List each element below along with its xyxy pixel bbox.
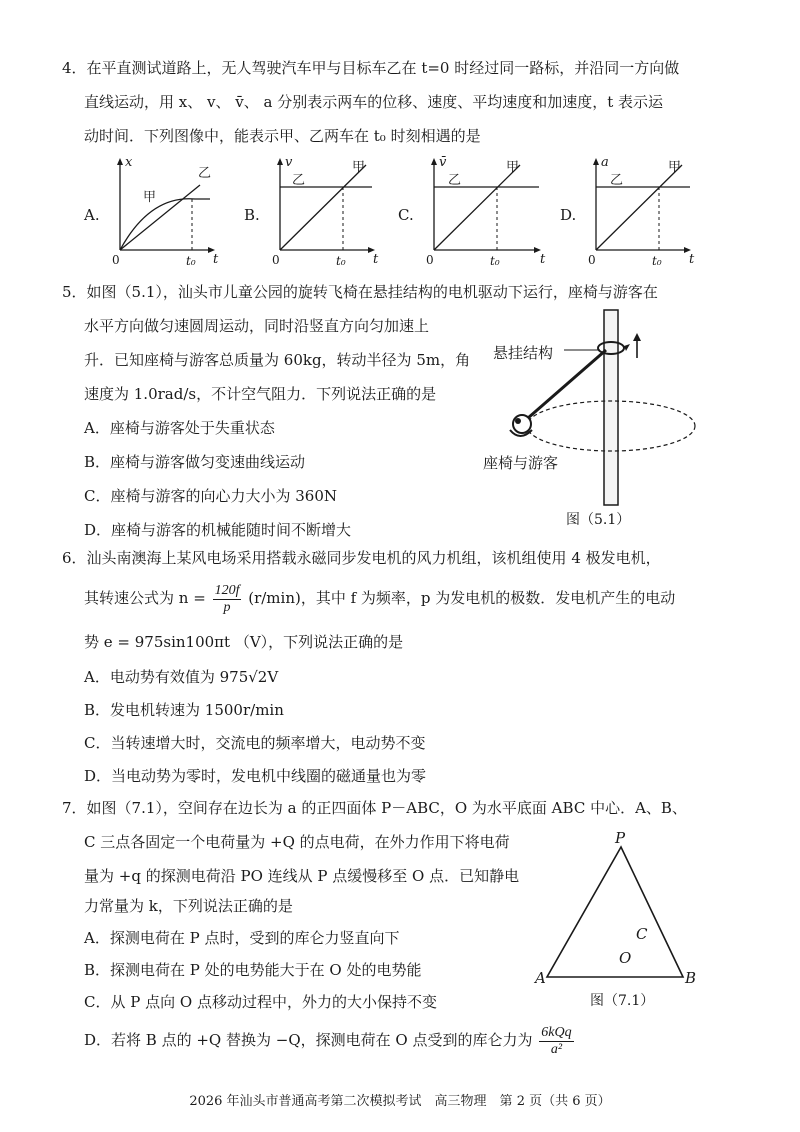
q4-graph-c-t0: t₀ bbox=[490, 254, 500, 268]
q5-line2: 水平方向做匀速圆周运动，同时沿竖直方向匀加速上 bbox=[84, 317, 430, 335]
q7-fig-caption: 图（7.1） bbox=[590, 993, 655, 1009]
q7-line2: C 三点各固定一个电荷量为 +Q 的点电荷，在外力作用下将电荷 bbox=[84, 833, 510, 851]
q4-graph-a-jia: 甲 bbox=[143, 190, 157, 205]
q4-graph-b-origin: 0 bbox=[272, 253, 280, 267]
q7-option-d-fraction bbox=[539, 1025, 573, 1058]
q4-graph-d-ylabel: a bbox=[601, 155, 609, 170]
q4-graph-b bbox=[270, 155, 380, 268]
q4-graph-c-yi: 乙 bbox=[448, 173, 462, 188]
q4-graph-a-xlabel: t bbox=[213, 252, 219, 267]
q7-fig-p: P bbox=[615, 829, 626, 847]
q4-graph-a-origin: 0 bbox=[112, 253, 120, 267]
q4-line1: 4．在平直测试道路上，无人驾驶汽车甲与目标车乙在 t=0 时经过同一路标，并沿同一方向做 bbox=[62, 59, 680, 77]
q5-line1: 5．如图（5.1），汕头市儿童公园的旋转飞椅在悬挂结构的电机驱动下运行，座椅与游客在 bbox=[62, 283, 658, 301]
q6-speed-fraction bbox=[213, 583, 242, 616]
q4-graph-c-jia: 甲 bbox=[506, 160, 520, 175]
q7-line3: 量为 +q 的探测电荷沿 PO 连线从 P 点缓慢移至 O 点．已知静电 bbox=[84, 867, 520, 885]
q4-graph-c-origin: 0 bbox=[426, 253, 434, 267]
q6-line1: 6．汕头南澳海上某风电场采用搭载永磁同步发电机的风力机组，该机组使用 4 极发电机， bbox=[62, 549, 661, 567]
q5-option-b: B．座椅与游客做匀变速曲线运动 bbox=[84, 453, 306, 471]
q5-fig-structure-label: 悬挂结构 bbox=[493, 344, 554, 362]
q4-graph-d-t0: t₀ bbox=[652, 254, 662, 268]
q7-fig-o: O bbox=[619, 949, 632, 967]
q5-fig-caption: 图（5.1） bbox=[566, 512, 631, 528]
q5-option-c: C．座椅与游客的向心力大小为 360N bbox=[84, 487, 338, 505]
q4-graph-d-jia: 甲 bbox=[668, 160, 682, 175]
q6-fraction-numerator: 120f bbox=[214, 582, 240, 598]
q7-option-d bbox=[84, 1020, 576, 1064]
q7-line1: 7．如图（7.1），空间存在边长为 a 的正四面体 P－ABC，O 为水平底面 ABC 中心．A、B、 bbox=[62, 799, 687, 817]
q5-option-a: A．座椅与游客处于失重状态 bbox=[84, 419, 275, 437]
q6-option-b: B．发电机转速为 1500r/min bbox=[84, 701, 284, 719]
q7-fig-b: B bbox=[685, 969, 697, 987]
q4-option-b-label: B. bbox=[244, 206, 260, 224]
q7-option-a: A．探测电荷在 P 点时，受到的库仑力竖直向下 bbox=[84, 929, 400, 947]
q4-graph-d-xlabel: t bbox=[689, 252, 695, 267]
q4-graph-c bbox=[424, 155, 554, 268]
q4-graph-b-yi: 乙 bbox=[292, 173, 306, 188]
q5-fig-seat-label: 座椅与游客 bbox=[483, 454, 559, 472]
q4-graph-a bbox=[110, 155, 220, 268]
q4-graph-b-t0: t₀ bbox=[336, 254, 346, 268]
q7-fig-c: C bbox=[636, 925, 648, 943]
q5-figure bbox=[480, 300, 720, 510]
q4-graph-a-ylabel: x bbox=[125, 155, 133, 170]
q4-graph-c-xlabel: t bbox=[540, 252, 546, 267]
q4-graph-d-origin: 0 bbox=[588, 253, 596, 267]
q7-option-d-text: D．若将 B 点的 +Q 替换为 −Q，探测电荷在 O 点受到的库仑力为 bbox=[84, 1031, 533, 1049]
q6-line2 bbox=[84, 578, 675, 622]
q7-option-c: C．从 P 点向 O 点移动过程中，外力的大小保持不变 bbox=[84, 993, 437, 1011]
q4-option-a-label: A. bbox=[84, 206, 100, 224]
q4-graph-b-xlabel: t bbox=[373, 252, 379, 267]
q5-option-d: D．座椅与游客的机械能随时间不断增大 bbox=[84, 521, 352, 539]
q7-option-b: B．探测电荷在 P 处的电势能大于在 O 处的电势能 bbox=[84, 961, 422, 979]
q6-fraction-denominator: p bbox=[223, 599, 231, 615]
q4-graph-a-yi: 乙 bbox=[198, 166, 212, 181]
q4-graph-d-yi: 乙 bbox=[610, 173, 624, 188]
q4-graph-c-ylabel: v̄ bbox=[439, 155, 447, 170]
q4-line3: 动时间．下列图像中，能表示甲、乙两车在 t₀ 时刻相遇的是 bbox=[84, 127, 481, 145]
q6-line3: 势 e = 975sin100πt （V），下列说法正确的是 bbox=[84, 633, 404, 651]
q6-option-c: C．当转速增大时，交流电的频率增大，电动势不变 bbox=[84, 734, 426, 752]
page-footer: 2026 年汕头市普通高考第二次模拟考试 高三物理 第 2 页（共 6 页） bbox=[189, 1094, 611, 1109]
q7-fig-a: A bbox=[535, 969, 546, 987]
q7-fraction-denominator: a² bbox=[550, 1041, 563, 1057]
q7-line4: 力常量为 k，下列说法正确的是 bbox=[84, 897, 293, 915]
q4-graph-b-jia: 甲 bbox=[352, 160, 366, 175]
q6-formula-suffix: (r/min)，其中 f 为频率，p 为发电机的极数．发电机产生的电动 bbox=[248, 589, 676, 607]
q4-graph-a-t0: t₀ bbox=[186, 254, 196, 268]
q7-tetrahedron-figure bbox=[535, 829, 710, 987]
q6-option-d: D．当电动势为零时，发电机中线圈的磁通量也为零 bbox=[84, 767, 427, 785]
q4-graph-b-ylabel: v bbox=[285, 155, 293, 170]
q4-option-c-label: C. bbox=[398, 206, 414, 224]
q6-formula-prefix: 其转速公式为 n = bbox=[84, 589, 206, 607]
q4-line2: 直线运动，用 x、 v、 v̄、 a 分别表示两车的位移、速度、平均速度和加速度，t 表示运 bbox=[84, 93, 663, 111]
seat-rider-icon bbox=[513, 415, 531, 433]
q4-graph-d bbox=[586, 155, 706, 268]
q6-option-a: A．电动势有效值为 975√2V bbox=[84, 668, 279, 686]
q4-option-d-label: D. bbox=[560, 206, 577, 224]
q5-line4: 速度为 1.0rad/s，不计空气阻力．下列说法正确的是 bbox=[84, 385, 437, 403]
q7-fraction-numerator: 6kQq bbox=[541, 1024, 572, 1040]
q5-line3: 升．已知座椅与游客总质量为 60kg，转动半径为 5m，角 bbox=[84, 351, 471, 369]
